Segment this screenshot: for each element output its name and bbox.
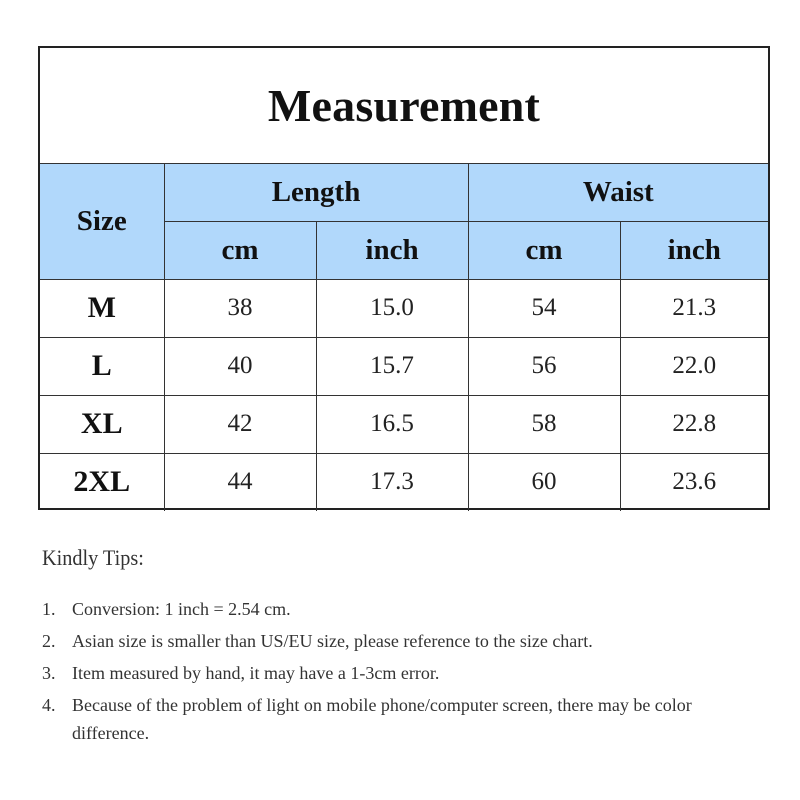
waist-cm-value: 54 — [468, 279, 620, 337]
tip-text: Because of the problem of light on mobile phone/computer screen, there may be color difference. — [72, 695, 692, 743]
waist-inch-value: 23.6 — [620, 453, 768, 511]
size-label: XL — [40, 395, 164, 453]
tips-title: Kindly Tips: — [42, 545, 144, 570]
list-item — [42, 627, 762, 655]
kindly-tips — [42, 545, 762, 751]
size-label: M — [40, 279, 164, 337]
size-label: 2XL — [40, 453, 164, 511]
table-row — [40, 337, 768, 395]
table-row — [40, 395, 768, 453]
header-row-groups — [40, 164, 768, 221]
length-cm-value: 40 — [164, 337, 316, 395]
length-header: Length — [164, 164, 468, 221]
table-row — [40, 453, 768, 511]
table-row — [40, 279, 768, 337]
size-table — [40, 164, 768, 511]
length-cm-value: 44 — [164, 453, 316, 511]
tip-text: Conversion: 1 inch = 2.54 cm. — [72, 599, 291, 619]
size-chart — [38, 46, 770, 510]
waist-inch-value: 22.8 — [620, 395, 768, 453]
length-inch-header: inch — [316, 221, 468, 279]
waist-inch-header: inch — [620, 221, 768, 279]
waist-cm-header: cm — [468, 221, 620, 279]
waist-cm-value: 60 — [468, 453, 620, 511]
waist-inch-value: 21.3 — [620, 279, 768, 337]
tip-number: 4. — [42, 695, 56, 715]
length-cm-value: 38 — [164, 279, 316, 337]
length-inch-value: 16.5 — [316, 395, 468, 453]
size-header: Size — [40, 164, 164, 279]
length-inch-value: 15.0 — [316, 279, 468, 337]
tip-number: 1. — [42, 599, 56, 619]
tips-list — [42, 595, 762, 747]
waist-cm-value: 56 — [468, 337, 620, 395]
tip-text: Item measured by hand, it may have a 1-3cm error. — [72, 663, 440, 683]
waist-header: Waist — [468, 164, 768, 221]
chart-title: Measurement — [40, 48, 768, 164]
list-item — [42, 691, 762, 747]
waist-inch-value: 22.0 — [620, 337, 768, 395]
tip-number: 2. — [42, 631, 56, 651]
list-item — [42, 595, 762, 623]
waist-cm-value: 58 — [468, 395, 620, 453]
list-item — [42, 659, 762, 687]
length-inch-value: 15.7 — [316, 337, 468, 395]
tip-text: Asian size is smaller than US/EU size, please reference to the size chart. — [72, 631, 593, 651]
length-cm-header: cm — [164, 221, 316, 279]
length-inch-value: 17.3 — [316, 453, 468, 511]
length-cm-value: 42 — [164, 395, 316, 453]
size-label: L — [40, 337, 164, 395]
tip-number: 3. — [42, 663, 56, 683]
